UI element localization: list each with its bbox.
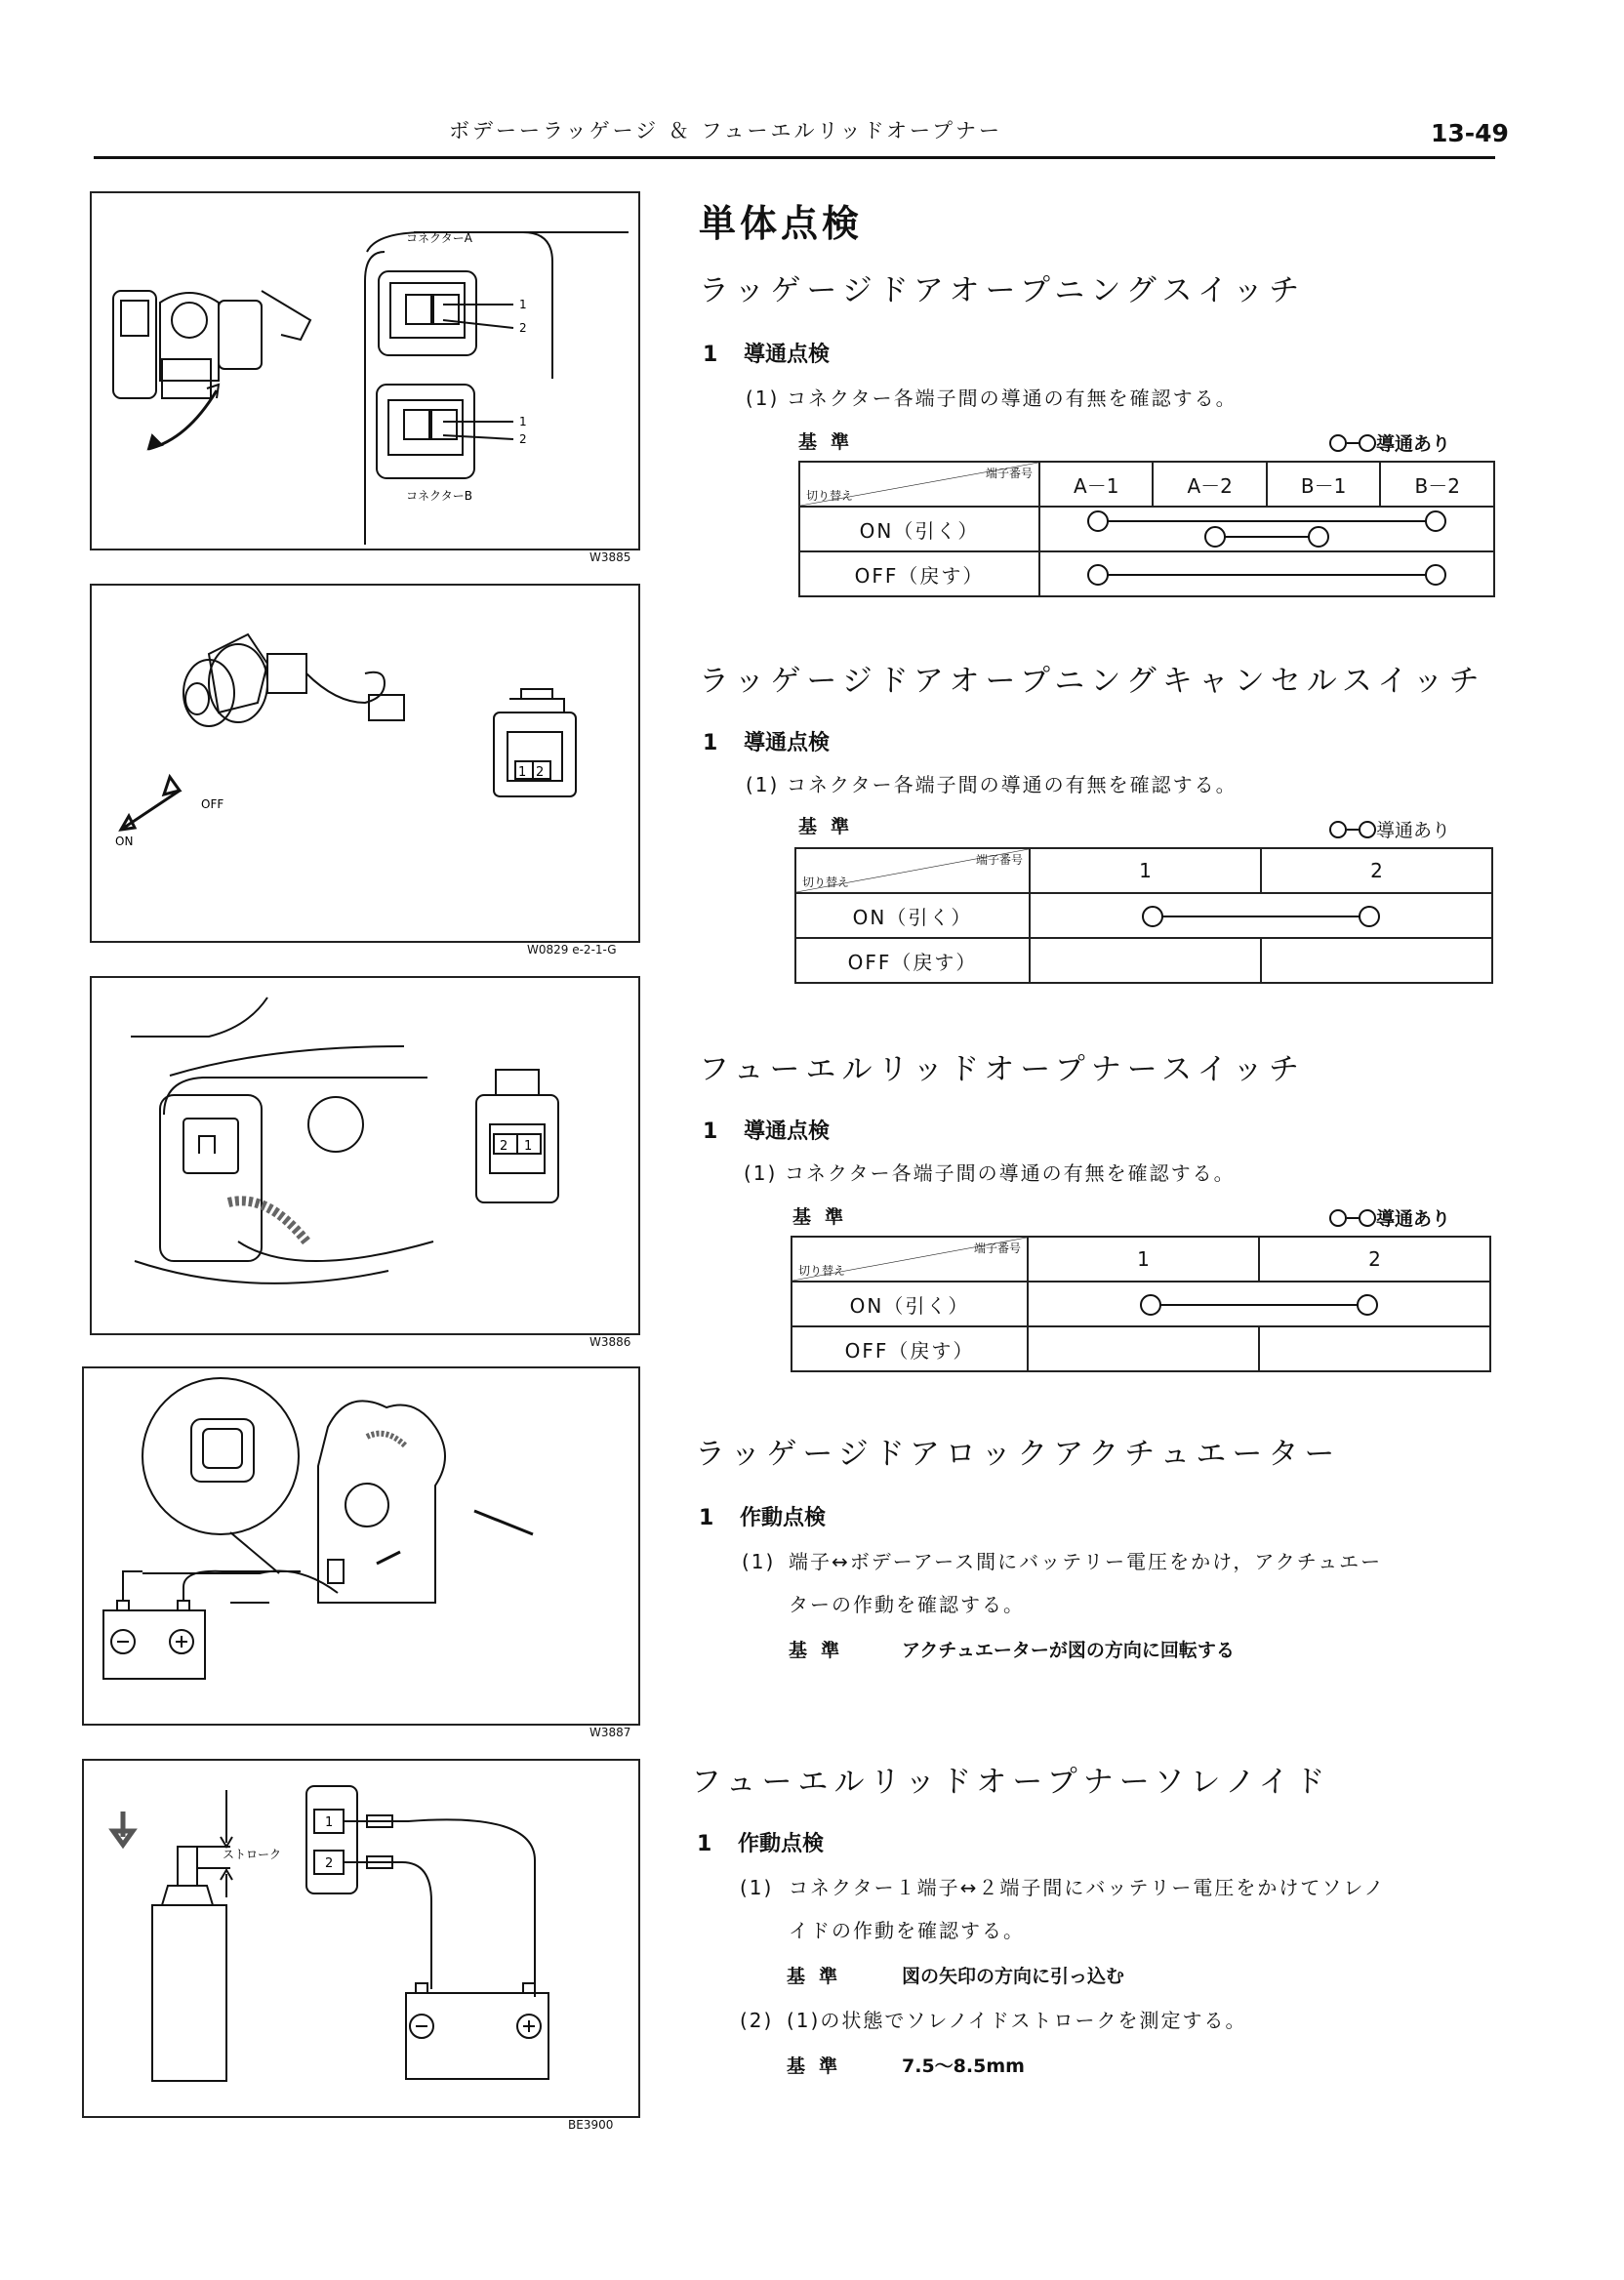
terminal-a2-icon bbox=[1204, 526, 1226, 548]
step-number: 1 bbox=[703, 343, 718, 367]
standard-label: 基準 bbox=[798, 816, 864, 837]
standard-text: 図の矢印の方向に引っ込む bbox=[902, 1966, 1125, 1987]
column-header: B－2 bbox=[1380, 462, 1494, 507]
step-label: 導通点検 bbox=[744, 1120, 831, 1144]
empty-cell bbox=[1259, 1326, 1490, 1371]
empty-cell bbox=[1028, 1326, 1259, 1371]
step-label: 作動点検 bbox=[738, 1832, 825, 1856]
standard-label: 基準 bbox=[798, 431, 864, 453]
figure-code-w3885: W3885 bbox=[589, 550, 631, 564]
column-header: 2 bbox=[1261, 848, 1492, 893]
figure-code-be3900: BE3900 bbox=[568, 2118, 614, 2132]
step-lock-actuator bbox=[699, 1501, 826, 1531]
corner-switch-label: 切り替え bbox=[806, 489, 854, 503]
substep-number: (1) bbox=[746, 387, 780, 410]
figure-code-w3886: W3886 bbox=[589, 1335, 631, 1349]
corner-terminal-label: 端子番号 bbox=[985, 467, 1033, 480]
connector-b-pin1: 1 bbox=[519, 415, 527, 428]
table-corner-cell bbox=[795, 848, 1030, 893]
table-row-off bbox=[795, 938, 1492, 983]
fuel-lid-switch-illustration bbox=[92, 978, 638, 1333]
row-label: ON（引く） bbox=[795, 893, 1030, 938]
substep-cancel-switch bbox=[746, 769, 1238, 797]
continuity-table-luggage-switch bbox=[798, 461, 1495, 597]
step-label: 導通点検 bbox=[744, 343, 831, 367]
continuity-cell-off bbox=[1039, 551, 1494, 596]
figure-fuel-lid-switch bbox=[90, 976, 640, 1335]
continuity-cell-on bbox=[1028, 1282, 1490, 1326]
substep-number: (1) bbox=[742, 1550, 776, 1573]
section-title-cancel-switch: ラッゲージドアオープニングキャンセルスイッチ bbox=[699, 664, 1485, 699]
corner-terminal-label: 端子番号 bbox=[975, 853, 1023, 867]
continuity-legend bbox=[1329, 1204, 1450, 1231]
cancel-pin1: 1 bbox=[518, 765, 527, 780]
substep-number: (1) bbox=[740, 1876, 774, 1899]
stroke-label: ストローク bbox=[223, 1848, 282, 1861]
connector-b-pin2: 2 bbox=[519, 432, 527, 446]
legend-text: 導通あり bbox=[1376, 433, 1451, 455]
continuity-wire-a2-b1 bbox=[1214, 536, 1320, 538]
continuity-wire-a1-b2 bbox=[1097, 574, 1437, 576]
connector-b-label: コネクターB bbox=[406, 489, 472, 503]
column-header: B－1 bbox=[1267, 462, 1381, 507]
substep-text-line1: 端子↔ボデーアース間にバッテリー電圧をかけ，アクチュエー bbox=[789, 1550, 1383, 1573]
corner-switch-label: 切り替え bbox=[798, 1264, 846, 1278]
step-luggage-switch bbox=[703, 338, 830, 368]
substep-lock-actuator bbox=[742, 1546, 1382, 1574]
continuity-wire-a1-b2 bbox=[1097, 520, 1437, 522]
terminal-a1-icon bbox=[1087, 564, 1109, 586]
continuity-legend bbox=[1329, 816, 1450, 842]
step-number: 1 bbox=[699, 1506, 714, 1530]
continuity-cell-on bbox=[1030, 893, 1492, 938]
table-row-on bbox=[792, 1282, 1490, 1326]
terminal-1-icon bbox=[1142, 906, 1163, 927]
standard-text: 7.5～8.5mm bbox=[902, 2056, 1025, 2077]
legend-terminal-icon bbox=[1359, 821, 1376, 838]
terminal-b2-icon bbox=[1425, 510, 1446, 532]
page-number: 13-49 bbox=[1431, 119, 1509, 147]
fuel-switch-pin2: 2 bbox=[500, 1139, 508, 1154]
lock-actuator-illustration bbox=[84, 1368, 638, 1724]
figure-lock-actuator bbox=[82, 1366, 640, 1726]
standard-lock-actuator bbox=[789, 1636, 1235, 1662]
header-title: ボデーーラッゲージ ＆ フューエルリッドオープナー bbox=[449, 119, 1002, 142]
step-solenoid bbox=[697, 1827, 824, 1857]
legend-terminal-icon bbox=[1359, 434, 1376, 452]
figure-code-w0829: W0829 e-2-1-G bbox=[527, 943, 617, 957]
substep-text: (1)の状態でソレノイドストロークを測定する。 bbox=[787, 2009, 1247, 2032]
continuity-table-fuel-lid-switch bbox=[791, 1236, 1491, 1372]
row-label: ON（引く） bbox=[799, 507, 1039, 551]
column-header: A－2 bbox=[1153, 462, 1266, 507]
figure-code-w3887: W3887 bbox=[589, 1726, 631, 1739]
substep-solenoid-1 bbox=[740, 1872, 1386, 1900]
substep-text: コネクター各端子間の導通の有無を確認する。 bbox=[785, 1161, 1236, 1185]
legend-wire-icon bbox=[1347, 829, 1359, 831]
continuity-table-cancel-switch bbox=[794, 847, 1493, 984]
table-corner-cell bbox=[799, 462, 1039, 507]
substep-number: (1) bbox=[746, 773, 780, 796]
legend-text: 導通あり bbox=[1376, 1208, 1451, 1230]
standard-label: 基準 bbox=[787, 1966, 852, 1987]
substep-fuel-lid-switch bbox=[744, 1158, 1236, 1186]
solenoid-pin1: 1 bbox=[325, 1815, 334, 1830]
substep-text: コネクター各端子間の導通の有無を確認する。 bbox=[787, 387, 1238, 410]
connector-a-pin1: 1 bbox=[519, 298, 527, 311]
column-header: 1 bbox=[1028, 1237, 1259, 1282]
legend-terminal-icon bbox=[1359, 1209, 1376, 1227]
connector-a-label: コネクターA bbox=[406, 231, 472, 245]
figure-luggage-switch bbox=[90, 191, 640, 550]
step-number: 1 bbox=[703, 1120, 718, 1144]
off-label: OFF bbox=[201, 797, 224, 811]
substep-text-line2: イドの作動を確認する。 bbox=[789, 1919, 1025, 1942]
solenoid-illustration bbox=[84, 1761, 638, 2116]
substep-text-line2: ターの作動を確認する。 bbox=[789, 1593, 1025, 1616]
cancel-pin2: 2 bbox=[536, 765, 545, 780]
connector-a-pin2: 2 bbox=[519, 321, 527, 335]
step-cancel-switch bbox=[703, 726, 830, 756]
step-number: 1 bbox=[697, 1832, 712, 1856]
substep-text: コネクター各端子間の導通の有無を確認する。 bbox=[787, 773, 1238, 796]
standard-label: 基準 bbox=[789, 1640, 854, 1661]
standard-solenoid-2 bbox=[787, 2052, 1025, 2078]
table-corner-cell bbox=[792, 1237, 1028, 1282]
row-label: OFF（戻す） bbox=[795, 938, 1030, 983]
continuity-wire-1-2 bbox=[1152, 916, 1370, 917]
standard-label: 基準 bbox=[787, 2056, 852, 2077]
substep-solenoid-2 bbox=[740, 2005, 1247, 2033]
row-label: OFF（戻す） bbox=[799, 551, 1039, 596]
table-row-on bbox=[799, 507, 1494, 551]
continuity-legend bbox=[1329, 429, 1450, 456]
legend-terminal-icon bbox=[1329, 434, 1347, 452]
step-label: 作動点検 bbox=[740, 1506, 827, 1530]
corner-terminal-label: 端子番号 bbox=[973, 1242, 1021, 1255]
substep-number: (2) bbox=[740, 2009, 774, 2032]
on-label: ON bbox=[115, 835, 134, 848]
legend-wire-icon bbox=[1347, 1217, 1359, 1219]
terminal-a1-icon bbox=[1087, 510, 1109, 532]
corner-switch-label: 切り替え bbox=[802, 875, 850, 889]
step-fuel-lid-switch bbox=[703, 1115, 830, 1145]
figure-cancel-switch bbox=[90, 584, 640, 943]
section-title-solenoid: フューエルリッドオープナーソレノイド bbox=[691, 1765, 1331, 1800]
standard-text: アクチュエーターが図の方向に回転する bbox=[902, 1640, 1235, 1661]
terminal-1-icon bbox=[1140, 1294, 1161, 1316]
substep-number: (1) bbox=[744, 1161, 778, 1185]
table-row-off bbox=[799, 551, 1494, 596]
fuel-switch-pin1: 1 bbox=[524, 1139, 533, 1154]
empty-cell bbox=[1030, 938, 1261, 983]
terminal-b1-icon bbox=[1308, 526, 1329, 548]
section-title-luggage-switch: ラッゲージドアオープニングスイッチ bbox=[699, 273, 1306, 308]
main-heading: 単体点検 bbox=[699, 202, 864, 245]
legend-wire-icon bbox=[1347, 442, 1359, 444]
step-label: 導通点検 bbox=[744, 731, 831, 755]
solenoid-pin2: 2 bbox=[325, 1856, 334, 1871]
header-divider bbox=[94, 156, 1495, 159]
terminal-2-icon bbox=[1357, 1294, 1378, 1316]
terminal-2-icon bbox=[1359, 906, 1380, 927]
table-row-off bbox=[792, 1326, 1490, 1371]
legend-text: 導通あり bbox=[1376, 820, 1451, 841]
legend-terminal-icon bbox=[1329, 821, 1347, 838]
continuity-wire-1-2 bbox=[1150, 1304, 1368, 1306]
substep-luggage-switch bbox=[746, 383, 1238, 411]
row-label: OFF（戻す） bbox=[792, 1326, 1028, 1371]
section-title-fuel-lid-switch: フューエルリッドオープナースイッチ bbox=[699, 1052, 1305, 1087]
column-header: 2 bbox=[1259, 1237, 1490, 1282]
legend-terminal-icon bbox=[1329, 1209, 1347, 1227]
section-title-lock-actuator: ラッゲージドアロックアクチュエーター bbox=[695, 1437, 1341, 1472]
luggage-switch-illustration bbox=[92, 193, 638, 549]
column-header: 1 bbox=[1030, 848, 1261, 893]
figure-solenoid bbox=[82, 1759, 640, 2118]
column-header: A－1 bbox=[1039, 462, 1153, 507]
empty-cell bbox=[1261, 938, 1492, 983]
continuity-cell-on bbox=[1039, 507, 1494, 551]
row-label: ON（引く） bbox=[792, 1282, 1028, 1326]
cancel-switch-illustration bbox=[92, 586, 638, 941]
standard-label: 基準 bbox=[792, 1206, 858, 1228]
table-row-on bbox=[795, 893, 1492, 938]
step-number: 1 bbox=[703, 731, 718, 755]
terminal-b2-icon bbox=[1425, 564, 1446, 586]
substep-text-line1: コネクター１端子↔２端子間にバッテリー電圧をかけてソレノ bbox=[789, 1876, 1386, 1899]
standard-solenoid-1 bbox=[787, 1962, 1124, 1988]
